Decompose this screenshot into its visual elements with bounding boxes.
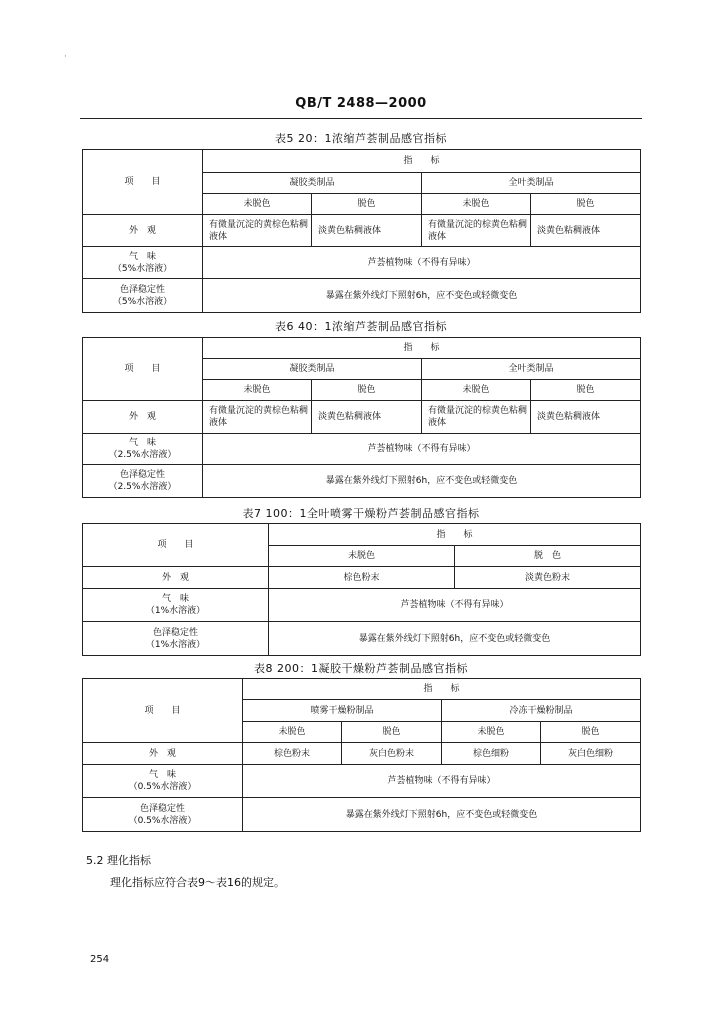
table5-index-header: 指 标 — [203, 150, 641, 173]
table5-span-cell: 暴露在紫外线灯下照射6h，应不变色或轻微变色 — [203, 279, 641, 313]
table8-row-label-sub: （0.5%水溶液） — [128, 782, 197, 792]
table7-row-label: 外 观 — [83, 567, 269, 589]
table5-subcol: 脱色 — [531, 194, 641, 215]
table6-row-label: 外 观 — [83, 401, 203, 434]
table5-span-cell: 芦荟植物味（不得有异味） — [203, 247, 641, 279]
header-rule — [80, 118, 642, 119]
table5-cell: 淡黄色粘稠液体 — [531, 215, 641, 247]
table5-subcol: 未脱色 — [203, 194, 312, 215]
table8-subcol: 未脱色 — [243, 722, 342, 743]
table7-span-cell: 芦荟植物味（不得有异味） — [269, 589, 641, 622]
page-number: 254 — [90, 954, 110, 965]
table6-cell: 有微量沉淀的黄棕色粘稠液体 — [203, 401, 312, 434]
table8-row-label-main: 气 味 — [148, 770, 176, 780]
table5-item-header: 项 目 — [83, 150, 203, 215]
table8-group-2: 冷冻干燥粉制品 — [442, 700, 641, 722]
table8-cell: 棕色粉末 — [243, 743, 342, 765]
table7-subcol: 脱 色 — [455, 546, 641, 567]
table8-cell: 棕色细粉 — [442, 743, 541, 765]
table8-cell: 灰白色粉末 — [342, 743, 442, 765]
table5 — [82, 149, 641, 313]
table5-row-label-main: 气 味 — [128, 251, 156, 262]
table6-subcol: 未脱色 — [422, 380, 531, 401]
table6-row-label-sub: （2.5%水溶液） — [108, 450, 177, 460]
table7-cell: 棕色粉末 — [269, 567, 455, 589]
table6-subcol: 未脱色 — [203, 380, 312, 401]
table6-subcol: 脱色 — [312, 380, 422, 401]
document-code-header: QB/T 2488—2000 — [295, 96, 427, 111]
table6-caption: 表6 40：1浓缩芦荟制品感官指标 — [275, 320, 447, 333]
table7-cell: 淡黄色粉末 — [455, 567, 641, 589]
table8-row-label-main: 色泽稳定性 — [139, 803, 185, 814]
section-heading: 5.2 理化指标 — [86, 854, 151, 867]
table7-row-label — [83, 622, 269, 656]
table7-row-label — [83, 589, 269, 622]
table7 — [82, 523, 641, 656]
table8-item-header: 项 目 — [83, 679, 243, 743]
table7-span-cell: 暴露在紫外线灯下照射6h，应不变色或轻微变色 — [269, 622, 641, 656]
table6-span-cell: 芦荟植物味（不得有异味） — [203, 434, 641, 465]
table5-cell: 有微量沉淀的棕黄色粘稠液体 — [422, 215, 531, 247]
table6-row-label-main: 色泽稳定性 — [119, 470, 165, 480]
table6-cell: 淡黄色粘稠液体 — [531, 401, 641, 434]
table8-span-cell: 暴露在紫外线灯下照射6h，应不变色或轻微变色 — [243, 798, 641, 832]
table8-index-header: 指 标 — [243, 679, 641, 700]
table7-item-header: 项 目 — [83, 524, 269, 567]
table8-group-1: 喷雾干燥粉制品 — [243, 700, 442, 722]
table6-row-label — [83, 465, 203, 498]
table6-cell: 淡黄色粘稠液体 — [312, 401, 422, 434]
table5-subcol: 脱色 — [312, 194, 422, 215]
table8-caption: 表8 200：1凝胶干燥粉芦荟制品感官指标 — [254, 662, 468, 675]
table6-group-1: 凝胶类制品 — [203, 359, 422, 380]
table5-group-2: 全叶类制品 — [422, 173, 641, 194]
table8 — [82, 678, 641, 832]
table6-group-2: 全叶类制品 — [422, 359, 641, 380]
table7-row-label-main: 气 味 — [161, 594, 189, 604]
table5-row-label — [83, 247, 203, 279]
table6-index-header: 指 标 — [203, 338, 641, 359]
table6-subcol: 脱色 — [531, 380, 641, 401]
table8-span-cell: 芦荟植物味（不得有异味） — [243, 765, 641, 798]
table6-row-label-main: 气 味 — [128, 438, 156, 448]
table7-row-label-sub: （1%水溶液） — [145, 606, 206, 616]
table5-caption: 表5 20：1浓缩芦荟制品感官指标 — [275, 132, 447, 145]
table6-row-label — [83, 434, 203, 465]
table8-subcol: 未脱色 — [442, 722, 541, 743]
table6 — [82, 337, 641, 498]
table5-group-1: 凝胶类制品 — [203, 173, 422, 194]
table8-row-label — [83, 798, 243, 832]
table5-row-label-sub: （5%水溶液） — [112, 296, 173, 307]
table6-span-cell: 暴露在紫外线灯下照射6h，应不变色或轻微变色 — [203, 465, 641, 498]
table5-row-label-main: 色泽稳定性 — [119, 284, 165, 295]
table5-cell: 淡黄色粘稠液体 — [312, 215, 422, 247]
table8-subcol: 脱色 — [342, 722, 442, 743]
table7-subcol: 未脱色 — [269, 546, 455, 567]
table8-row-label-sub: （0.5%水溶液） — [128, 815, 197, 826]
table7-row-label-sub: （1%水溶液） — [145, 639, 206, 650]
section-paragraph: 理化指标应符合表9～表16的规定。 — [110, 876, 285, 889]
table7-index-header: 指 标 — [269, 524, 641, 546]
table5-cell: 有微量沉淀的黄棕色粘稠液体 — [203, 215, 312, 247]
table5-row-label — [83, 279, 203, 313]
table7-caption: 表7 100：1全叶喷雾干燥粉芦荟制品感官指标 — [242, 507, 480, 520]
table5-subcol: 未脱色 — [422, 194, 531, 215]
scan-speck: · — [64, 52, 67, 62]
table6-cell: 有微量沉淀的棕黄色粘稠液体 — [422, 401, 531, 434]
table8-cell: 灰白色细粉 — [541, 743, 641, 765]
table6-item-header: 项 目 — [83, 338, 203, 401]
table5-row-label-sub: （5%水溶液） — [112, 263, 173, 274]
table8-subcol: 脱色 — [541, 722, 641, 743]
table8-row-label: 外 观 — [83, 743, 243, 765]
table7-row-label-main: 色泽稳定性 — [152, 627, 198, 638]
table6-row-label-sub: （2.5%水溶液） — [108, 482, 177, 492]
table8-row-label — [83, 765, 243, 798]
table5-row-label: 外 观 — [83, 215, 203, 247]
